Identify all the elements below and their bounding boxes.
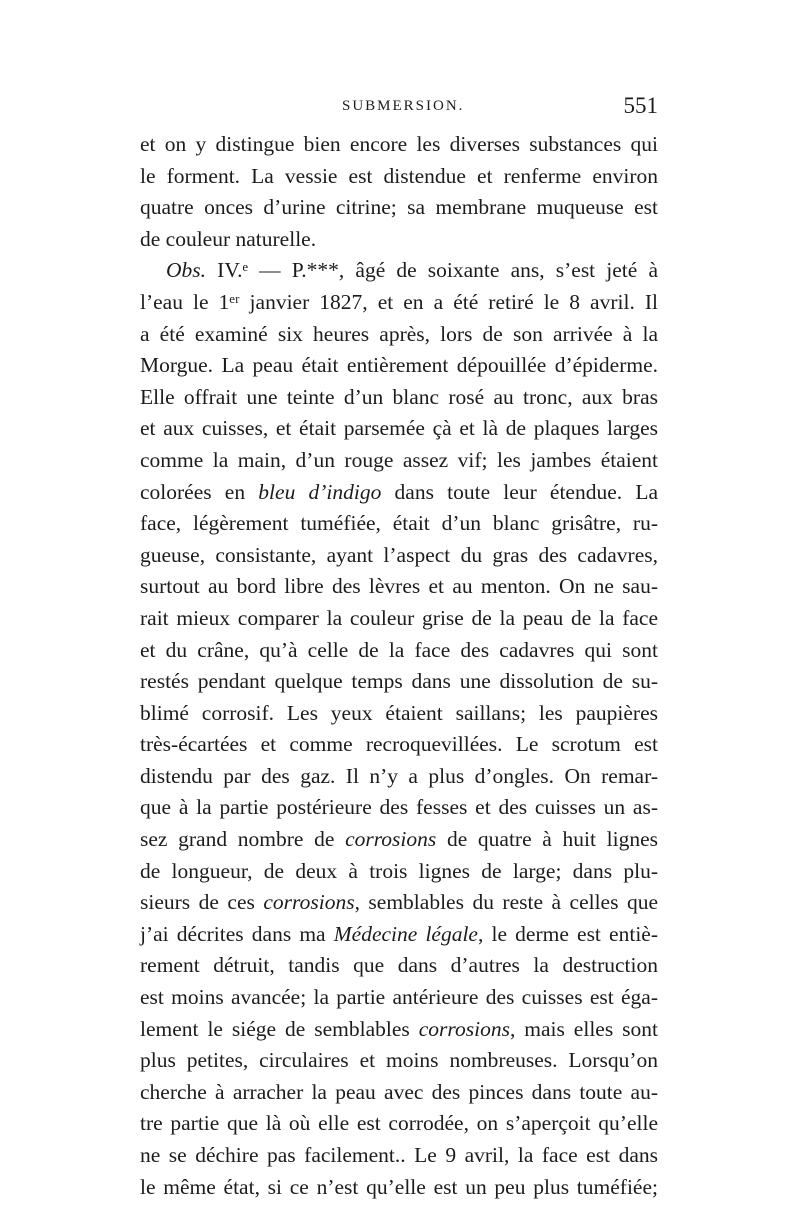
page-number: 551	[623, 93, 658, 118]
text-line: plus petites, circulaires et moins nombreuses. Lorsqu’on	[140, 1048, 658, 1073]
text-line: a été examiné six heures après, lors de son arrivée à la	[140, 321, 658, 346]
italic-text: Obs.	[166, 258, 207, 283]
text-line: et aux cuisses, et était parsemée çà et là de plaques larges	[140, 416, 658, 441]
text-line: blimé corrosif. Les yeux étaient saillans; les paupières	[140, 700, 658, 725]
italic-text: corrosions	[263, 890, 355, 915]
text-line: rait mieux comparer la couleur grise de la peau de la face	[140, 605, 658, 630]
text-line: le forment. La vessie est distendue et renferme environ	[140, 163, 658, 188]
text-line: distendu par des gaz. Il n’y a plus d’ongles. On remar-	[140, 763, 658, 788]
page-header	[140, 93, 658, 126]
text-line: Elle offrait une teinte d’un blanc rosé au tronc, aux bras	[140, 384, 658, 409]
text-line: face, légèrement tuméfiée, était d’un blanc grisâtre, ru-	[140, 511, 658, 536]
text-line: Obs. IV.ᵉ — P.***, âgé de soixante ans, s’est jeté à	[166, 258, 658, 283]
text-line: colorées en bleu d’indigo dans toute leur étendue. La	[140, 479, 659, 504]
italic-text: bleu d’indigo	[258, 479, 382, 504]
text-line: gueuse, consistante, ayant l’aspect du gras des cadavres,	[140, 542, 658, 567]
body-text	[140, 129, 658, 1203]
running-title: SUBMERSION.	[342, 98, 465, 114]
italic-text: Médecine légale	[333, 921, 478, 946]
text-line: l’eau le 1ᵉʳ janvier 1827, et en a été retiré le 8 avril. Il	[140, 289, 658, 314]
italic-text: corrosions	[418, 1016, 510, 1041]
text-line: et on y distingue bien encore les diverses substances qui	[140, 132, 658, 156]
text-line: sez grand nombre de corrosions de quatre à huit lignes	[140, 827, 658, 852]
text-line: cherche à arracher la peau avec des pinces dans toute au-	[140, 1079, 658, 1104]
text-line: très-écartées et comme recroquevillées. Le scrotum est	[140, 732, 658, 757]
text-line: Morgue. La peau était entièrement dépouillée d’épiderme.	[140, 353, 658, 378]
text-line: le même état, si ce n’est qu’elle est un peu plus tuméfiée;	[140, 1174, 658, 1199]
text-line: que à la partie postérieure des fesses et des cuisses un as-	[140, 795, 658, 820]
text-line: sieurs de ces corrosions, semblables du reste à celles que	[140, 890, 658, 915]
text-line: lement le siége de semblables corrosions, mais elles sont	[140, 1016, 658, 1041]
text-line: tre partie que là où elle est corrodée, on s’aperçoit qu’elle	[140, 1111, 658, 1136]
text-line: ne se déchire pas facilement.. Le 9 avril, la face est dans	[140, 1143, 658, 1167]
text-line: de longueur, de deux à trois lignes de large; dans plu-	[140, 858, 658, 883]
text-line: j’ai décrites dans ma Médecine légale, le derme est entiè-	[140, 921, 658, 946]
text-line: quatre onces d’urine citrine; sa membrane muqueuse est	[140, 195, 658, 220]
text-line: rement détruit, tandis que dans d’autres la destruction	[140, 953, 658, 978]
text-line: surtout au bord libre des lèvres et au menton. On ne sau-	[140, 574, 658, 599]
text-line: de couleur naturelle.	[140, 226, 317, 251]
text-line: restés pendant quelque temps dans une dissolution de su-	[140, 669, 658, 694]
text-line: et du crâne, qu’à celle de la face des cadavres qui sont	[140, 637, 658, 662]
text-line: est moins avancée; la partie antérieure des cuisses est éga-	[140, 985, 658, 1010]
text-line: comme la main, d’un rouge assez vif; les jambes étaient	[140, 447, 658, 472]
italic-text: corrosions	[345, 827, 437, 852]
